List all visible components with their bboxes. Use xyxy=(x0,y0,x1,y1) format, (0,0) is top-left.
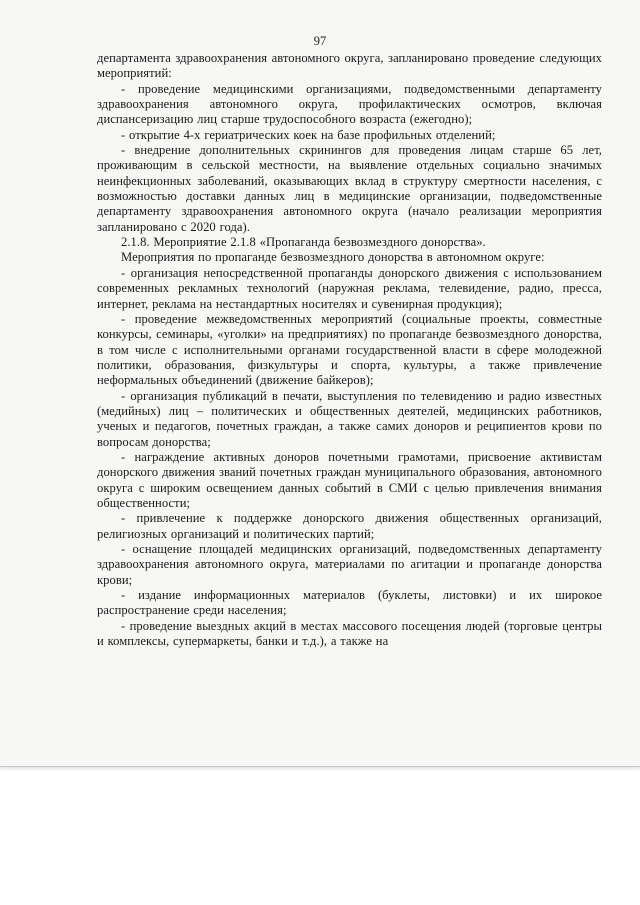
list-item: - организация непосредственной пропаганды донорского движения с использованием современных рекламных технологий (наружная реклама, телевидение, радио, пресса, интернет, реклама на нестандартных носителях и сувенирная продукция); xyxy=(97,265,602,311)
list-item: - проведение выездных акций в местах массового посещения людей (торговые центры и комплексы, супермаркеты, банки и т.д.), а также на xyxy=(97,618,602,649)
list-item: - привлечение к поддержке донорского движения общественных организаций, религиозных организаций и политических партий; xyxy=(97,511,602,541)
paragraph: Мероприятия по пропаганде безвозмездного донорства в автономном округе: xyxy=(121,250,545,265)
paragraph: департамента здравоохранения автономного округа, запланировано проведение следующих мероприятий: xyxy=(97,51,602,81)
list-item: - открытие 4-х гериатрических коек на базе профильных отделений; xyxy=(121,127,496,142)
page-number: 97 xyxy=(313,34,327,48)
document-body xyxy=(97,51,602,649)
list-item: - оснащение площадей медицинских организаций, подведомственных департаменту здравоохранения автономного округа, материалами по агитации и пропаганде донорства крови; xyxy=(97,542,602,587)
list-item: - награждение активных доноров почетными грамотами, присвоение активистам донорского движения званий почетных граждан муниципального образования, автономного округа с широким освещением данных событий в СМИ с целью привлечения внимания общественности; xyxy=(97,449,602,510)
list-item: - проведение межведомственных мероприятий (социальные проекты, совместные конкурсы, семинары, «уголки» на предприятиях) по пропаганде безвозмездного донорства, в том числе с исполнительными органами государственной власти в сфере молодежной политики, образования, физкультуры и спорта, культуры, а также привлечение неформальных объединений (движение байкеров); xyxy=(97,311,602,388)
list-item: - организация публикаций в печати, выступления по телевидению и радио известных (медийных) лиц – политических и общественных деятелей, медицинских работников, ученых и педагогов, почетных граждан, а также самих доноров и реципиентов крови по вопросам донорства; xyxy=(97,388,602,449)
list-item: - внедрение дополнительных скринингов для проведения лицам старше 65 лет, проживающим в сельской местности, на выявление отдельных социально значимых неинфекционных заболеваний, оказывающих вклад в структуру смертности населения, с возможностью доставки данных лиц в медицинские организации, подведомственные департаменту здравоохранения автономного округа (начало реализации мероприятия запланировано с 2020 года). xyxy=(97,143,602,234)
list-item: - издание информационных материалов (буклеты, листовки) и их широкое распространение среди населения; xyxy=(97,588,602,618)
list-item: - проведение медицинскими организациями, подведомственными департаменту здравоохранения автономного округа, профилактических осмотров, включая диспансеризацию лиц старше трудоспособного возраста (ежегодно); xyxy=(97,81,602,127)
section-heading: 2.1.8. Мероприятие 2.1.8 «Пропаганда безвозмездного донорства». xyxy=(121,235,486,250)
